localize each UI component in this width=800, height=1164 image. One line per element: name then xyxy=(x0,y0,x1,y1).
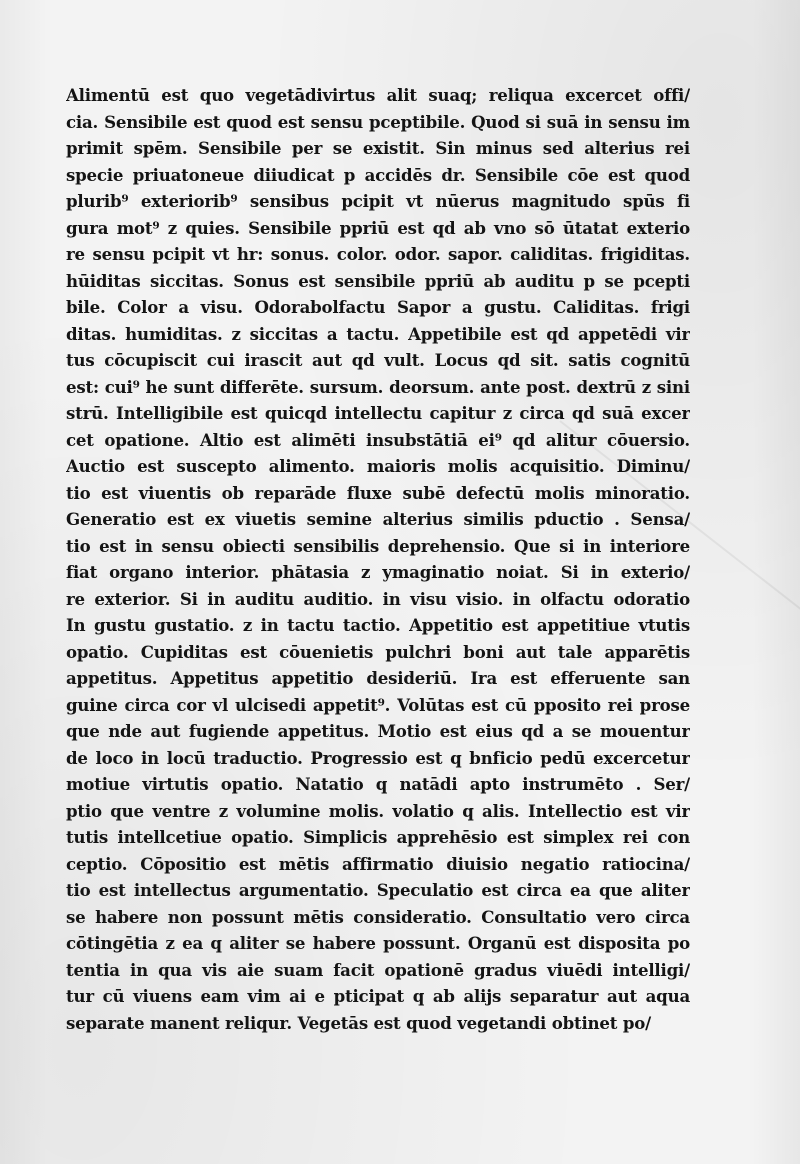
text-line: cōtingētia z ea q aliter se habere possunt. Organū est disposita po xyxy=(66,933,690,953)
text-line: specie priuatoneue diiudicat p accidēs dr. Sensibile cōe est quod xyxy=(66,164,690,185)
text-line: cet opatione. Altio est alimēti insubstātiā ei⁹ qd alitur cōuersio. xyxy=(66,429,690,450)
text-line: tentia in qua vis aie suam facit opationē gradus viuēdi intelligi/ xyxy=(66,959,690,980)
text-line: tio est viuentis ob reparāde fluxe subē defectū molis minoratio. xyxy=(66,482,690,503)
text-line: fiat organo interior. phātasia z ymaginatio noiat. Si in exterio/ xyxy=(66,562,690,582)
text-line: que nde aut fugiende appetitus. Motio est eius qd a se mouentur xyxy=(66,721,690,741)
text-line: Alimentū est quo vegetādivirtus alit suaq; reliqua excercet offi/ xyxy=(66,85,690,105)
text-line: appetitus. Appetitus appetitio desideriū. Ira est efferuente san xyxy=(66,668,690,688)
text-line: se habere non possunt mētis consideratio. Consultatio vero circa xyxy=(66,906,690,927)
text-line: guine circa cor vl ulcisedi appetit⁹. Volūtas est cū pposito rei prose xyxy=(66,694,690,715)
text-line: tio est intellectus argumentatio. Speculatio est circa ea que aliter xyxy=(66,880,690,900)
text-line: separate manent reliqur. Vegetās est quod vegetandi obtinet po/ xyxy=(66,1012,651,1033)
text-line: tutis intellcetiue opatio. Simplicis apprehēsio est simplex rei con xyxy=(66,827,690,847)
text-line: motiue virtutis opatio. Natatio q natādi apto instrumēto . Ser/ xyxy=(66,774,690,794)
text-line: est: cui⁹ he sunt differēte. sursum. deorsum. ante post. dextrū z sini xyxy=(66,376,690,397)
text-line: de loco in locū traductio. Progressio est q bnficio pedū excercetur xyxy=(66,747,690,768)
text-line: tio est in sensu obiecti sensibilis deprehensio. Que si in interiore xyxy=(66,535,690,556)
text-line: In gustu gustatio. z in tactu tactio. Appetitio est appetitiue vtutis xyxy=(66,615,690,635)
text-line: plurib⁹ exteriorib⁹ sensibus pcipit vt nūerus magnitudo spūs fi xyxy=(66,191,690,211)
text-line: gura mot⁹ z quies. Sensibile ppriū est qd ab vno sō ūtatat exterio xyxy=(66,217,690,238)
text-line: primit spēm. Sensibile per se existit. Sin minus sed alterius rei xyxy=(66,138,690,158)
text-line: hūiditas siccitas. Sonus est sensibile ppriū ab auditu p se pcepti xyxy=(66,270,690,291)
text-line: re exterior. Si in auditu auditio. in visu visio. in olfactu odoratio xyxy=(66,588,690,609)
text-line: Generatio est ex viuetis semine alterius similis pductio . Sensa/ xyxy=(66,509,690,529)
text-line: Auctio est suscepto alimento. maioris molis acquisitio. Diminu/ xyxy=(66,456,690,476)
text-block xyxy=(66,82,690,1036)
text-line: tus cōcupiscit cui irascit aut qd vult. Locus qd sit. satis cognitū xyxy=(66,350,690,370)
text-line: re sensu pcipit vt hr: sonus. color. odor. sapor. caliditas. frigiditas. xyxy=(66,244,690,264)
text-line: ptio que ventre z volumine molis. volatio q alis. Intellectio est vir xyxy=(66,800,690,821)
text-line: tur cū viuens eam vim ai e pticipat q ab alijs separatur aut aqua xyxy=(66,986,690,1006)
text-line: ceptio. Cōpositio est mētis affirmatio diuisio negatio ratiocina/ xyxy=(66,853,690,874)
text-line: ditas. humiditas. z siccitas a tactu. Appetibile est qd appetēdi vir xyxy=(66,323,690,344)
text-line: opatio. Cupiditas est cōuenietis pulchri boni aut tale apparētis xyxy=(66,641,690,662)
text-line: cia. Sensibile est quod est sensu pceptibile. Quod si suā in sensu im xyxy=(66,111,690,132)
text-line: bile. Color a visu. Odorabolfactu Sapor a gustu. Caliditas. frigi xyxy=(66,297,690,317)
text-line: strū. Intelligibile est quicqd intellectu capitur z circa qd suā excer xyxy=(66,403,690,423)
